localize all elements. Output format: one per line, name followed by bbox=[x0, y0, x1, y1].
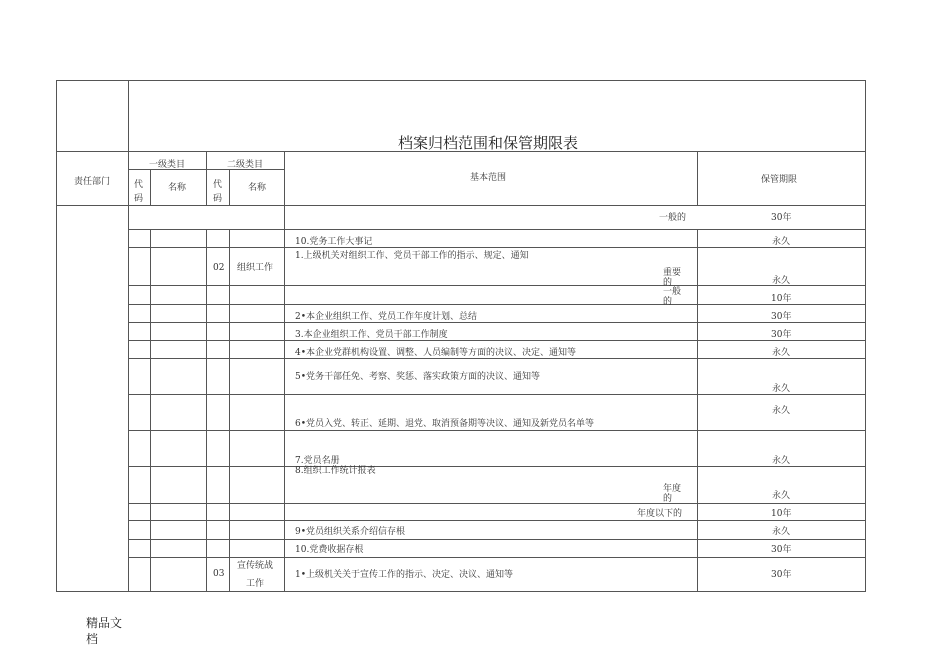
row-period: 永久 bbox=[772, 527, 791, 537]
header-level1: 一级类目 bbox=[149, 160, 186, 170]
section-02-code: 02 bbox=[213, 263, 225, 273]
row-subcategory: 的 bbox=[663, 297, 673, 307]
row-scope: 10.党费收据存根 bbox=[295, 545, 364, 555]
body-period-divider bbox=[697, 229, 698, 592]
section-03-code: 03 bbox=[213, 569, 225, 579]
row-period: 30年 bbox=[771, 312, 792, 322]
header-scope-divider bbox=[284, 151, 285, 206]
row-period: 永久 bbox=[772, 406, 791, 416]
header-bottom bbox=[56, 205, 866, 206]
header-code1-divider bbox=[150, 169, 151, 206]
header-level1-divider bbox=[206, 151, 207, 206]
header-code1: 代码 bbox=[134, 180, 144, 204]
row-scope: 1•上级机关关于宣传工作的指示、决定、决议、通知等 bbox=[295, 570, 514, 580]
row-period: 永久 bbox=[772, 456, 791, 466]
header-period: 保管期限 bbox=[761, 175, 798, 185]
row-line bbox=[128, 229, 866, 230]
title-cell-divider bbox=[128, 80, 129, 152]
row-scope: 一般的 bbox=[659, 213, 687, 223]
body-code1-divider bbox=[150, 229, 151, 592]
row-scope: 2•本企业组织工作、党员工作年度计划、总结 bbox=[295, 312, 478, 322]
row-scope: 7.党员名册 bbox=[295, 456, 340, 466]
row-line bbox=[128, 394, 866, 395]
footer-line1: 精品文 bbox=[86, 616, 123, 630]
header-dept: 责任部门 bbox=[74, 177, 111, 187]
row-period: 30年 bbox=[771, 213, 792, 223]
row-scope: 10.党务工作大事记 bbox=[295, 237, 373, 247]
row-line bbox=[128, 340, 866, 341]
row-line bbox=[128, 322, 866, 323]
row-scope: 6•党员入党、转正、延期、退党、取消预备期等决议、通知及新党员名单等 bbox=[295, 419, 595, 429]
section-03-name-line1: 宣传统战 bbox=[237, 561, 274, 571]
row-subcategory: 年度 bbox=[663, 484, 682, 494]
row-line bbox=[128, 285, 866, 286]
row-line bbox=[128, 247, 866, 248]
table-border-bottom bbox=[56, 591, 866, 592]
row-subcategory: 重要 bbox=[663, 268, 682, 278]
row-line bbox=[128, 503, 866, 504]
body-scope-divider bbox=[284, 205, 285, 592]
table-border-top bbox=[56, 80, 866, 81]
header-name1: 名称 bbox=[168, 183, 187, 193]
row-period: 10年 bbox=[771, 509, 792, 519]
row-period: 永久 bbox=[772, 237, 791, 247]
header-code2: 代码 bbox=[213, 180, 223, 204]
row-line bbox=[128, 430, 866, 431]
section-02-name: 组织工作 bbox=[237, 263, 274, 273]
row-period: 永久 bbox=[772, 491, 791, 501]
row-line bbox=[128, 304, 866, 305]
body-dept-divider bbox=[128, 205, 129, 592]
row-period: 永久 bbox=[772, 348, 791, 358]
row-line bbox=[128, 557, 866, 558]
row-period: 30年 bbox=[771, 330, 792, 340]
header-name2: 名称 bbox=[248, 183, 267, 193]
footer-line2: 档 bbox=[86, 632, 99, 646]
body-code2-divider bbox=[229, 229, 230, 592]
row-subcategory: 一般 bbox=[663, 287, 682, 297]
row-scope: 1.上级机关对组织工作、党员干部工作的指示、规定、通知 bbox=[295, 251, 529, 261]
row-scope: 3.本企业组织工作、党员干部工作制度 bbox=[295, 330, 448, 340]
row-period: 30年 bbox=[771, 570, 792, 580]
row-scope: 5•党务干部任免、考察、奖惩、落实政策方面的决议、通知等 bbox=[295, 372, 541, 382]
header-code2-divider bbox=[229, 169, 230, 206]
row-subcategory: 的 bbox=[663, 278, 673, 288]
row-period: 10年 bbox=[771, 294, 792, 304]
header-level2: 二级类目 bbox=[227, 160, 264, 170]
table-border-right bbox=[865, 80, 866, 592]
row-line bbox=[128, 466, 866, 467]
row-period: 永久 bbox=[772, 276, 791, 286]
row-subcategory: 的 bbox=[663, 494, 673, 504]
section-03-name-line2: 工作 bbox=[246, 579, 265, 589]
header-scope: 基本范围 bbox=[470, 173, 507, 183]
row-line bbox=[128, 539, 866, 540]
row-period: 永久 bbox=[772, 384, 791, 394]
row-scope: 年度以下的 bbox=[637, 509, 683, 519]
row-period: 30年 bbox=[771, 545, 792, 555]
header-period-divider bbox=[697, 151, 698, 206]
row-scope: 9•党员组织关系介绍信存根 bbox=[295, 527, 406, 537]
row-scope: 4•本企业党群机构设置、调整、人员编制等方面的决议、决定、通知等 bbox=[295, 348, 577, 358]
body-level1-divider bbox=[206, 229, 207, 592]
header-dept-divider bbox=[128, 151, 129, 206]
page-title: 档案归档范围和保管期限表 bbox=[398, 134, 579, 152]
row-line bbox=[128, 520, 866, 521]
row-scope: 8.组织工作统计报表 bbox=[295, 466, 376, 476]
table-border-left bbox=[56, 80, 57, 592]
